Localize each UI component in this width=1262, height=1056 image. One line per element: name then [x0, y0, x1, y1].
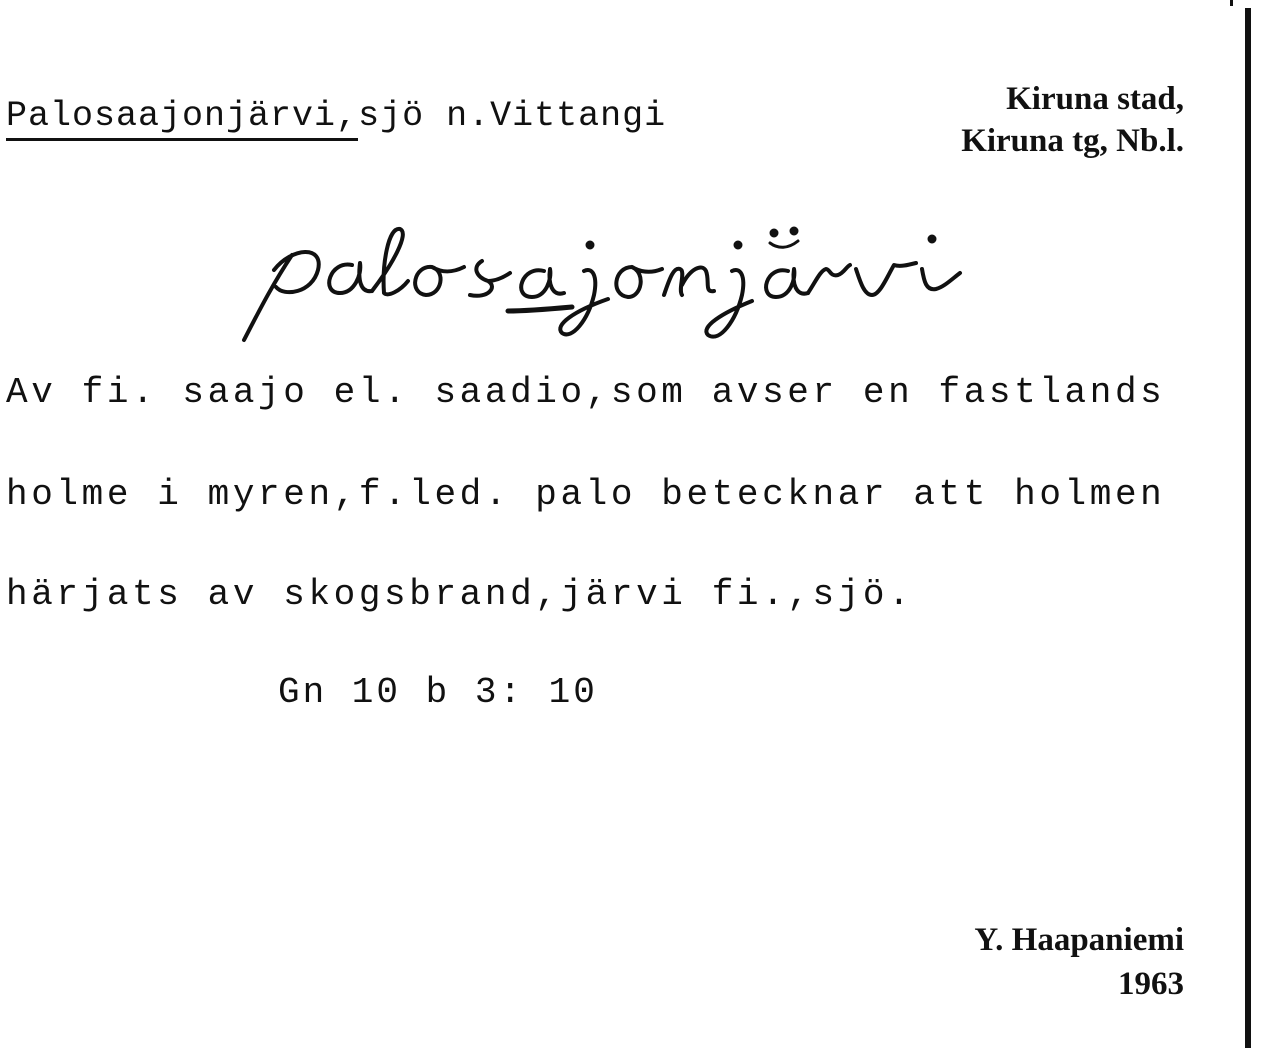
location-block	[961, 78, 1184, 162]
card-right-border	[1245, 8, 1251, 1048]
etymology-line-2: holme i myren,f.led. palo betecknar att holmen	[6, 474, 1166, 515]
location-parish: Kiruna stad,	[1006, 81, 1184, 117]
card-edge-mark	[1230, 0, 1233, 6]
location-district: Kiruna tg, Nb.l.	[961, 123, 1184, 159]
signature-block	[974, 918, 1184, 1006]
etymology-line-3: härjats av skogsbrand,järvi fi.,sjö.	[6, 574, 914, 615]
author-name: Y. Haapaniemi	[974, 922, 1184, 958]
source-reference: Gn 10 b 3: 10	[278, 672, 598, 713]
headword-line	[6, 96, 666, 136]
handwritten-pronunciation	[232, 215, 1012, 350]
headword-description: sjö n.Vittangi	[358, 96, 667, 136]
year: 1963	[1118, 966, 1184, 1002]
etymology-line-1: Av fi. saajo el. saadio,som avser en fastlands	[6, 372, 1166, 413]
headword: Palosaajonjärvi,	[6, 96, 358, 141]
